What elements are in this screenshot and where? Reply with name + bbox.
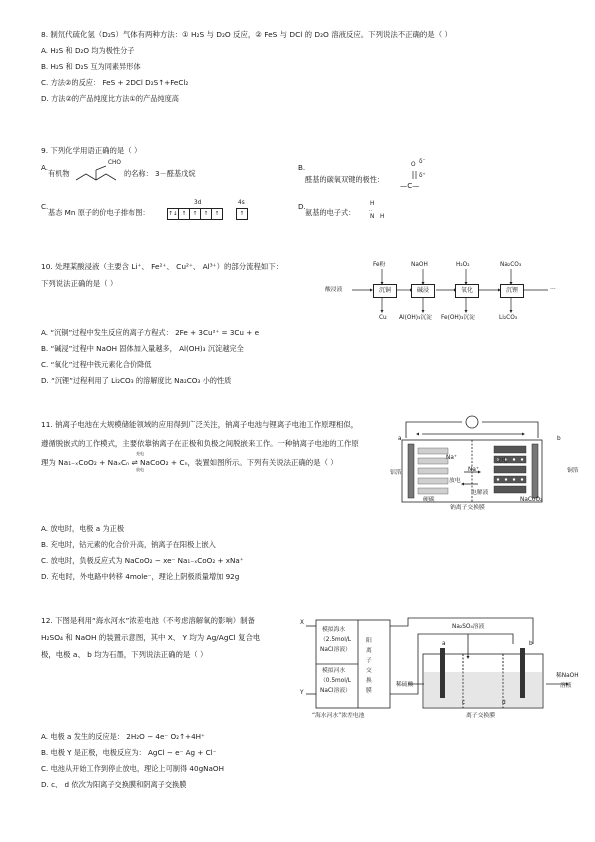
q12-label-a: a [442,641,446,647]
q10-option-b: B. “碱浸”过程中 NaOH 固体加入量越多， Al(OH)₃ 沉淀越完全 [41,344,244,353]
q8-option-b: B. H₂S 和 D₂S 互为同素异形体 [41,62,141,71]
orbital-box: ↑ [201,208,212,220]
q12-ion-membrane-label: 离子交换膜 [466,713,495,719]
orbital-4s-box: ↑ [236,208,248,220]
q11-label-b: b [557,436,561,442]
q12-river-line-3: NaCl溶液） [320,688,351,694]
q9-option-b-label: B. [298,163,306,172]
q11-electrolyte-label: 电解液 [471,490,489,496]
q12-river-line-1: 模拟河水 [322,668,346,674]
flow-reagent-3: H₂O₂ [456,262,470,268]
q12-option-d: D. c、 d 依次为阳离子交换膜和阴离子交换膜 [41,780,187,789]
q12-exchange-4: 交 [366,668,372,674]
q8-option-a: A. H₂S 和 D₂O 均为极性分子 [41,46,135,55]
q12-option-c: C. 电池从开始工作到停止放电，理论上可制得 40gNaOH [41,764,224,773]
q11-option-a: A. 放电时，电极 a 为正极 [41,524,125,533]
q11-membrane-label: 钠离子交换膜 [450,505,485,511]
orbital-4s-label: 4s [238,200,245,206]
q9-option-a-label: A. [41,163,49,172]
q9-option-b-c: —C— [400,181,420,190]
q12-stem-line-1: 12. 下图是利用“海水河水”浓差电池（不考虑溶解氧的影响）制备 [41,616,255,625]
q12-river-line-2: （0.5mol/L [320,678,352,684]
flow-reagent-2: NaOH [411,262,428,268]
q9-option-b-o: O [411,162,416,168]
q9-option-b-dminus: δ⁻ [419,159,426,165]
q10-option-c: C. “氧化”过程中铁元素化合价降低 [41,360,152,369]
q9-option-d-h2: H [380,214,385,220]
q10-stem2: 下列说法正确的是（ ） [41,279,118,288]
q12-dilute-acid-label: 稀硫酸 [396,682,414,688]
q11-eq-top: 充电 [136,451,144,456]
q9-option-b-dplus: δ⁺ [419,173,426,179]
q11-na-right: Na⁺ [468,467,479,473]
orbital-box: ↑ [179,208,190,220]
orbital-box: ↑↓ [167,208,179,220]
q10-option-d: D. “沉锂”过程利用了 Li₂CO₃ 的溶解度比 Na₂CO₃ 小的性质 [41,376,232,385]
q12-seawater-line-3: NaCl溶液） [320,647,351,653]
flow-input: 酸浸液 [325,287,343,293]
q12-dilute-naoh-line-2: 溶液 [560,683,572,689]
orbital-3d-boxes [167,208,223,220]
q9-option-a-cho: CHO [108,160,121,166]
q12-label-d: d [502,700,506,706]
q9-option-a-text2: 的名称： 3－醛基戊烷 [124,169,196,178]
q9-option-d-text: 氨基的电子式： [305,208,356,217]
q10-option-a: A. “沉铜”过程中发生反应的离子方程式： 2Fe + 3Cu²⁺ = 3Cu + e [41,328,259,337]
q12-na2so4-label: Na₂SO₄溶液 [452,624,485,630]
flow-step-4: 沉锂 [500,284,524,298]
q9-option-d-label: D. [298,202,306,211]
q11-naco-label: NaCoO₂ [520,497,543,503]
dots-icon: ·· [369,208,373,214]
flow-step-3: 氧化 [455,284,479,298]
q12-cell-label: “海水河水”浓差电池 [312,713,365,719]
q9-option-d-h1: H [370,201,375,207]
flow-reagent-1: Fe粉 [373,262,386,268]
q12-option-a: A. 电极 a 发生的反应是： 2H₂O − 4e⁻ O₂↑+4H⁺ [41,732,205,741]
q11-charge-label: 充电 [496,458,508,464]
q11-right-foil: 铜箔 [567,468,579,474]
q9-option-c-label: C. [41,202,49,211]
q12-label-x: X [300,620,304,626]
q12-exchange-6: 膜 [366,688,372,694]
q12-seawater-line-1: 模拟海水 [322,627,346,633]
flow-step-2: 碱浸 [411,284,435,298]
q11-stem-line-2: 遵循脱嵌式的工作模式，主要依靠钠离子在正极和负极之间脱嵌来工作。一种钠离子电池的工作原 [41,439,359,448]
orbital-box: ↑ [212,208,223,220]
orbital-3d-label: 3d [194,200,202,206]
q12-label-c: c [462,700,466,706]
q12-seawater-line-2: （2.5mol/L [320,637,352,643]
q9-option-c-text: 基态 Mn 原子的价电子排布图： [48,208,150,217]
q9-option-a-text1: 有机物 [48,169,70,178]
q9-option-b-text: 醛基的碳氧双键的极性： [305,175,385,184]
q12-dilute-naoh-line-1: 稀NaOH [556,673,579,679]
flow-more: … [550,285,556,291]
q9-option-d-n: N [370,214,375,220]
q12-exchange-2: 离 [366,648,372,654]
q11-stem-line-3: 理为 Na₁₋ₓCoO₂ + NaₓCₙ ⇌ NaCoO₂ + Cₙ，装置如图所示。下列有关说法正确的是（ ） [41,458,338,467]
q12-stem-line-3: 极，电极 a、 b 均为石墨，下列说法正确的是（ ） [41,650,208,659]
q11-hard-carbon-label: 硬碳 [423,497,435,503]
flow-product-4: Li₂CO₃ [499,315,518,321]
q12-label-y: Y [300,690,304,696]
q12-exchange-3: 子 [366,658,372,664]
flow-reagent-4: Na₂CO₃ [500,262,522,268]
q8-option-d: D. 方法②的产品纯度比方法①的产品纯度高 [41,94,179,103]
q11-option-d: D. 充电时，外电路中转移 4mole⁻，理论上阴极质量增加 92g [41,572,240,581]
q9-stem: 9. 下列化学用语正确的是（ ） [41,146,142,155]
q11-label-a: a [398,436,402,442]
q11-discharge-label: 放电 [449,478,461,484]
flow-product-3: Fe(OH)₃沉淀 [441,315,475,321]
q12-option-b: B. 电极 Y 是正极，电极反应为： AgCl − e⁻ Ag + Cl⁻ [41,748,217,757]
q12-label-b: b [529,641,533,647]
flow-product-1: Cu [379,315,387,321]
q10-stem: 10. 处理某酸浸液（主要含 Li⁺、 Fe²⁺、 Cu²⁺、 Al³⁺）的部分流程如下： [41,262,284,271]
q11-left-foil: 铝箔 [390,470,402,476]
q12-exchange-1: 阳 [366,638,372,644]
q8-stem: 8. 制氘代硫化氢（D₂S）气体有两种方法：① H₂S 与 D₂O 反应，② FeS 与 DCl 的 D₂O 溶液反应。下列说法不正确的是（ ） [41,30,452,39]
q8-option-c: C. 方法②的反应： FeS + 2DCl D₂S↑+FeCl₂ [41,78,189,87]
q11-na-left: Na⁺ [446,455,457,461]
orbital-box: ↑ [190,208,201,220]
flow-step-1: 沉铜 [373,284,397,298]
q11-option-c: C. 放电时，负极反应式为 NaCoO₂ − xe⁻ Na₁₋ₓCoO₂ + xNa⁺ [41,556,244,565]
q12-exchange-5: 换 [366,678,372,684]
q12-stem-line-2: H₂SO₄ 和 NaOH 的装置示意图，其中 X、 Y 均为 Ag/AgCl 复合电 [41,633,261,642]
flow-product-2: Al(OH)₃沉淀 [399,315,432,321]
q11-stem-line-1: 11. 钠离子电池在大规模储能领域的应用得到广泛关注，钠离子电池与锂离子电池工作原理相似， [41,420,359,429]
q11-option-b: B. 充电时，钴元素的化合价升高，钠离子在阳极上嵌入 [41,540,216,549]
q11-eq-bottom: 放电 [136,467,144,472]
